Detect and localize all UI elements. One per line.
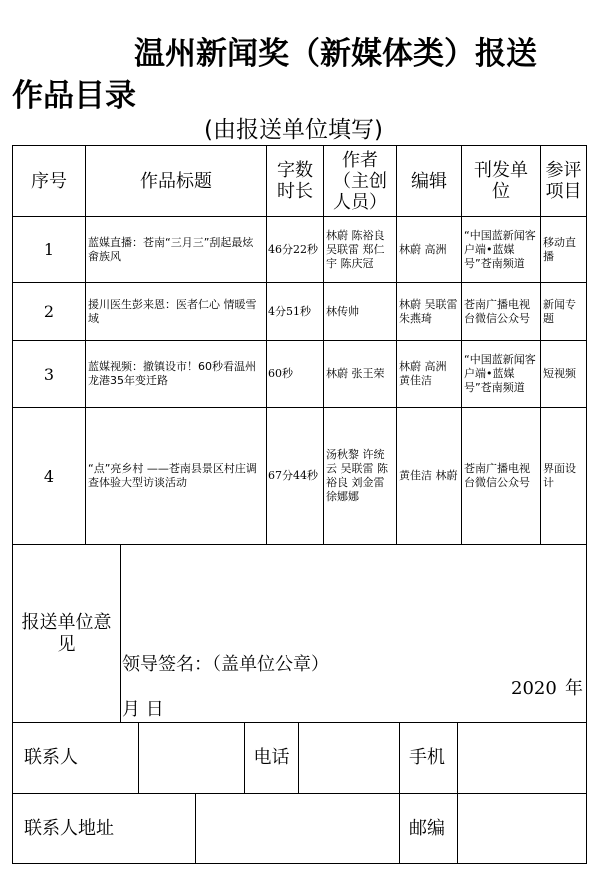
- row-4-author: 汤秋黎 许统云 吴联雷 陈裕良 刘金雷 徐娜娜: [326, 448, 388, 503]
- row-2-length: 4分51秒: [268, 304, 311, 318]
- header-author: 作者（主创人员）: [333, 149, 387, 213]
- postcode-value: [458, 794, 586, 863]
- table-border: [586, 145, 587, 864]
- row-3-title: 蓝媒视频：撤镇设市！60秒看温州龙港35年变迁路: [88, 360, 256, 387]
- header-outlet: 刊发单位: [474, 160, 528, 202]
- row-1-title: 蓝媒直播：苍南“三月三”刮起最炫畲族风: [88, 235, 254, 263]
- header-no: 序号: [31, 170, 67, 192]
- row-3-editor: 林蔚 高洲 黄佳洁: [399, 360, 447, 387]
- phone-label: 电话: [253, 747, 290, 768]
- row-1-length: 46分22秒: [268, 242, 318, 256]
- row-3-no: 3: [43, 364, 55, 384]
- row-3-outlet: “中国蓝新闻客户端•蓝媒号”苍南频道: [464, 353, 536, 394]
- row-4-category: 界面设计: [543, 462, 576, 489]
- row-2-outlet: 苍南广播电视台微信公众号: [464, 297, 530, 325]
- row-1-no: 1: [43, 240, 55, 259]
- row-1-outlet: “中国蓝新闻客户端•蓝媒号”苍南频道: [464, 228, 536, 270]
- row-4-editor: 黄佳洁 林蔚: [399, 469, 458, 482]
- opinion-label: 报送单位意见: [21, 611, 112, 655]
- phone-value: [299, 723, 399, 793]
- header-category: 参评项目: [545, 160, 582, 202]
- mobile-label: 手机: [409, 747, 445, 768]
- row-1-category: 移动直播: [543, 235, 576, 263]
- row-1-author: 林蔚 陈裕良 吴联雷 郑仁宇 陈庆冠: [326, 228, 385, 270]
- header-editor: 编辑: [411, 170, 447, 192]
- opinion-year: 2020: [511, 678, 557, 699]
- table-divider: [399, 722, 400, 864]
- mobile-value: [458, 723, 586, 793]
- document-subtitle: (由报送单位填写): [204, 117, 383, 143]
- row-4-no: 4: [43, 466, 55, 486]
- document-title-line-2: 作品目录: [12, 78, 136, 114]
- row-2-title: 援川医生彭来恩：医者仁心 情暖雪域: [88, 297, 257, 325]
- postcode-label: 邮编: [409, 817, 445, 839]
- document-title-line-1: 温州新闻奖（新媒体类）报送: [134, 36, 537, 72]
- row-3-length: 60秒: [268, 367, 293, 380]
- contact-person-value: [139, 723, 244, 793]
- table-border: [12, 863, 587, 864]
- row-2-no: 2: [43, 302, 55, 321]
- opinion-month-day: 月 日: [122, 699, 164, 720]
- row-3-author: 林蔚 张王荣: [326, 367, 385, 380]
- opinion-year-unit: 年: [565, 678, 583, 699]
- row-4-length: 67分44秒: [268, 469, 318, 482]
- row-2-editor: 林蔚 吴联雷 朱燕琦: [399, 297, 458, 325]
- header-length: 字数时长: [277, 160, 313, 202]
- table-divider: [120, 544, 121, 723]
- row-4-title: “点”亮乡村 ——苍南县景区村庄调查体验大型访谈活动: [88, 462, 257, 489]
- row-2-category: 新闻专题: [543, 297, 576, 325]
- leader-signature-line: 领导签名：（盖单位公章）: [122, 654, 329, 675]
- contact-person-label: 联系人: [24, 747, 78, 768]
- header-title: 作品标题: [140, 170, 212, 192]
- row-3-category: 短视频: [543, 367, 576, 380]
- row-4-outlet: 苍南广播电视台微信公众号: [464, 462, 530, 489]
- row-1-editor: 林蔚 高洲: [399, 242, 447, 256]
- contact-address-label: 联系人地址: [24, 817, 114, 839]
- contact-address-value: [196, 794, 399, 863]
- row-2-author: 林传帅: [326, 304, 359, 318]
